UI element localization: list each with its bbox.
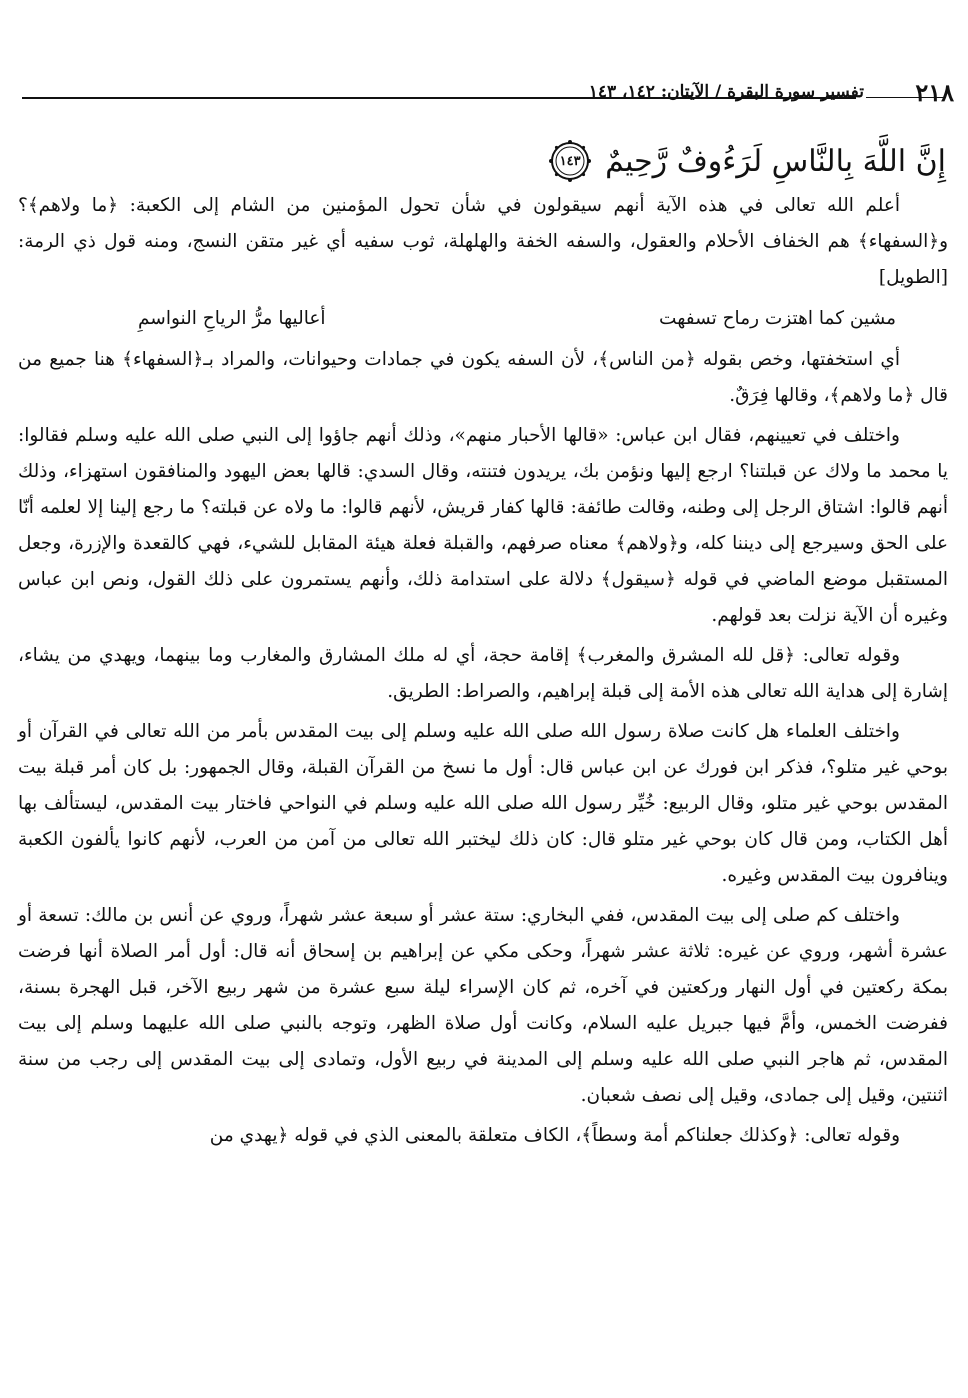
line: قريش، لأنهم قالوا: ما ولاه عن قبلته؟ ما رجع إلينا إلا لعلمه أنّا على الحق وسيرجع إلى ديننا كله، bbox=[18, 497, 949, 554]
line: النسج، ومنه قول ذي الرمة: [الطويل] bbox=[18, 231, 948, 288]
line: عليه وسلم فقالوا: يا محمد ما ولاك عن قبلتنا؟ ارجع إليها ونؤمن بك، يريدون فتنته، وقال السدي: قالها bbox=[18, 425, 948, 482]
paragraph-6 bbox=[18, 898, 948, 1114]
line: واختلف كم صلى إلى بيت المقدس، ففي البخاري: ستة عشر أو سبعة عشر شهراً، وروي عن bbox=[193, 905, 900, 926]
paragraph-7 bbox=[18, 1118, 948, 1154]
poem-second-hemistich: أعاليها مرُّ الرياحِ النواسمِ bbox=[138, 308, 326, 329]
paragraph-1 bbox=[18, 188, 948, 296]
line: في النواحي فاختار بيت المقدس، ليستألف بها أهل الكتاب، ومن قال كان بوحي غير متلو قال: كان ذلك bbox=[18, 793, 949, 850]
verse-number: ١٤٣ bbox=[559, 153, 581, 169]
line: و﴿ولاهم﴾ معناه صرفهم، والقبلة فعلة هيئة المقابل للشيء، فهي كالقعدة والإزرة، وجعل المستقبل bbox=[18, 533, 949, 590]
page-header bbox=[22, 78, 954, 108]
poem-verse bbox=[18, 296, 948, 342]
commentary-body bbox=[18, 188, 948, 1158]
line: واختلف العلماء هل كانت صلاة رسول الله صلى الله عليه وسلم إلى بيت المقدس بأمر من الله تعالى bbox=[118, 721, 900, 742]
paragraph-3 bbox=[18, 418, 948, 634]
line: ويهدي من يشاء، إشارة إلى هداية الله تعالى هذه الأمة إلى قبلة إبراهيم، والصراط: الطريق. bbox=[18, 645, 948, 702]
paragraph-2 bbox=[18, 342, 948, 414]
header-rule-short bbox=[866, 97, 946, 98]
line: موضع الماضي في قوله ﴿سيقول﴾ دلالة على استدامة ذلك، وأنهم يستمرون على ذلك القول، ونص ابن bbox=[62, 569, 868, 590]
line: وقوله تعالى: ﴿وكذلك جعلناكم أمة وسطاً﴾، الكاف متعلقة بالمعنى الذي في قوله ﴿يهدي من bbox=[209, 1125, 900, 1146]
line: في القرآن أو بوحي غير متلو؟، فذكر ابن فورك عن ابن عباس قال: أول ما نسخ من القرآن القبلة، وقال bbox=[18, 721, 948, 778]
verse-text: إِنَّ اللَّهَ بِالنَّاسِ لَرَءُوفٌ رَّحِيمٌ bbox=[605, 143, 946, 179]
line: وقوله تعالى: ﴿قل لله المشرق والمغرب﴾ إقامة حجة، أي له ملك المشارق والمغارب وما بينهما، bbox=[145, 645, 901, 666]
line: أي استخفتها، وخص بقوله ﴿من الناس﴾، لأن السفه يكون في جمادات وحيوانات، والمراد bbox=[213, 349, 901, 370]
line: ولاهم﴾؟ و﴿السفهاء﴾ هم الخفاف الأحلام والعقول، والسفه الخفة والهلهلة، ثوب سفيه أي غير متقن bbox=[18, 195, 949, 252]
line: الجمهور: بل كان أمر قبلة بيت المقدس بوحي غير متلو، وقال الربيع: خُيِّر رسول الله صلى الله عليه وسلم bbox=[18, 757, 949, 814]
paragraph-4 bbox=[18, 638, 948, 710]
line: بـ﴿السفهاء﴾ هنا جميع من قال ﴿ما ولاهم﴾، وقالها فِرَقٌ. bbox=[18, 349, 948, 406]
line: أعلم الله تعالى في هذه الآية أنهم سيقولون في شأن تحول المؤمنين من الشام إلى الكعبة: ﴿ما bbox=[80, 195, 900, 216]
line: واختلف في تعيينهم، فقال ابن عباس: «قالها الأحبار منهم»، وذلك أنهم جاؤوا إلى النبي صلى الله bbox=[157, 425, 900, 446]
header-rule bbox=[22, 97, 856, 99]
line: صلى الله عليه وسلم إلى المدينة في ربيع الأول، وتمادى إلى بيت المقدس إلى رجب من سنة اثنتين، bbox=[18, 1049, 948, 1106]
verse-end-marker-icon bbox=[549, 140, 591, 182]
running-title: تفسير سورة البقرة / الآيتان: ١٤٢، ١٤٣ bbox=[588, 82, 864, 102]
line: ليختبر الله تعالى من آمن من العرب، لأنهم كانوا يألفون الكعبة وينافرون بيت المقدس وغيره. bbox=[18, 829, 948, 886]
poem-first-hemistich: مشين كما اهتزت رماح تسفهت bbox=[659, 308, 896, 329]
line: الإسراء ليلة سبع عشرة من شهر ربيع الآخر، قبل الهجرة بسنة، ففرضت الخمس، وأمَّ فيها جبريل عليه bbox=[18, 977, 948, 1034]
line: إسحاق أنه قال: أول أمر الصلاة أنها فرضت بمكة ركعتين في أول النهار وركعتين في آخره، ثم كان bbox=[18, 941, 949, 998]
quran-verse bbox=[22, 140, 946, 182]
line: عباس وغيره أن الآية نزلت بعد قولهم. bbox=[18, 569, 948, 626]
line: وقيل إلى جمادى، وقيل إلى نصف شعبان. bbox=[580, 1085, 896, 1106]
line: أنس بن مالك: تسعة أو عشرة أشهر، وروي عن غيره: ثلاثة عشر شهراً، وحكى مكي عن إبراهيم بن bbox=[18, 905, 948, 962]
paragraph-5 bbox=[18, 714, 948, 894]
line: بعض اليهود والمنافقون استهزاء، وذلك أنهم قالوا: اشتاق الرجل إلى وطنه، وقالت طائفة: قالها كفار bbox=[18, 461, 948, 518]
page-number: ٢١٨ bbox=[915, 78, 954, 107]
line: السلام، وكانت أول صلاة الظهر، وتوجه بالنبي صلى الله عليهما وسلم إلى بيت المقدس، ثم هاجر النبي bbox=[18, 1013, 948, 1070]
